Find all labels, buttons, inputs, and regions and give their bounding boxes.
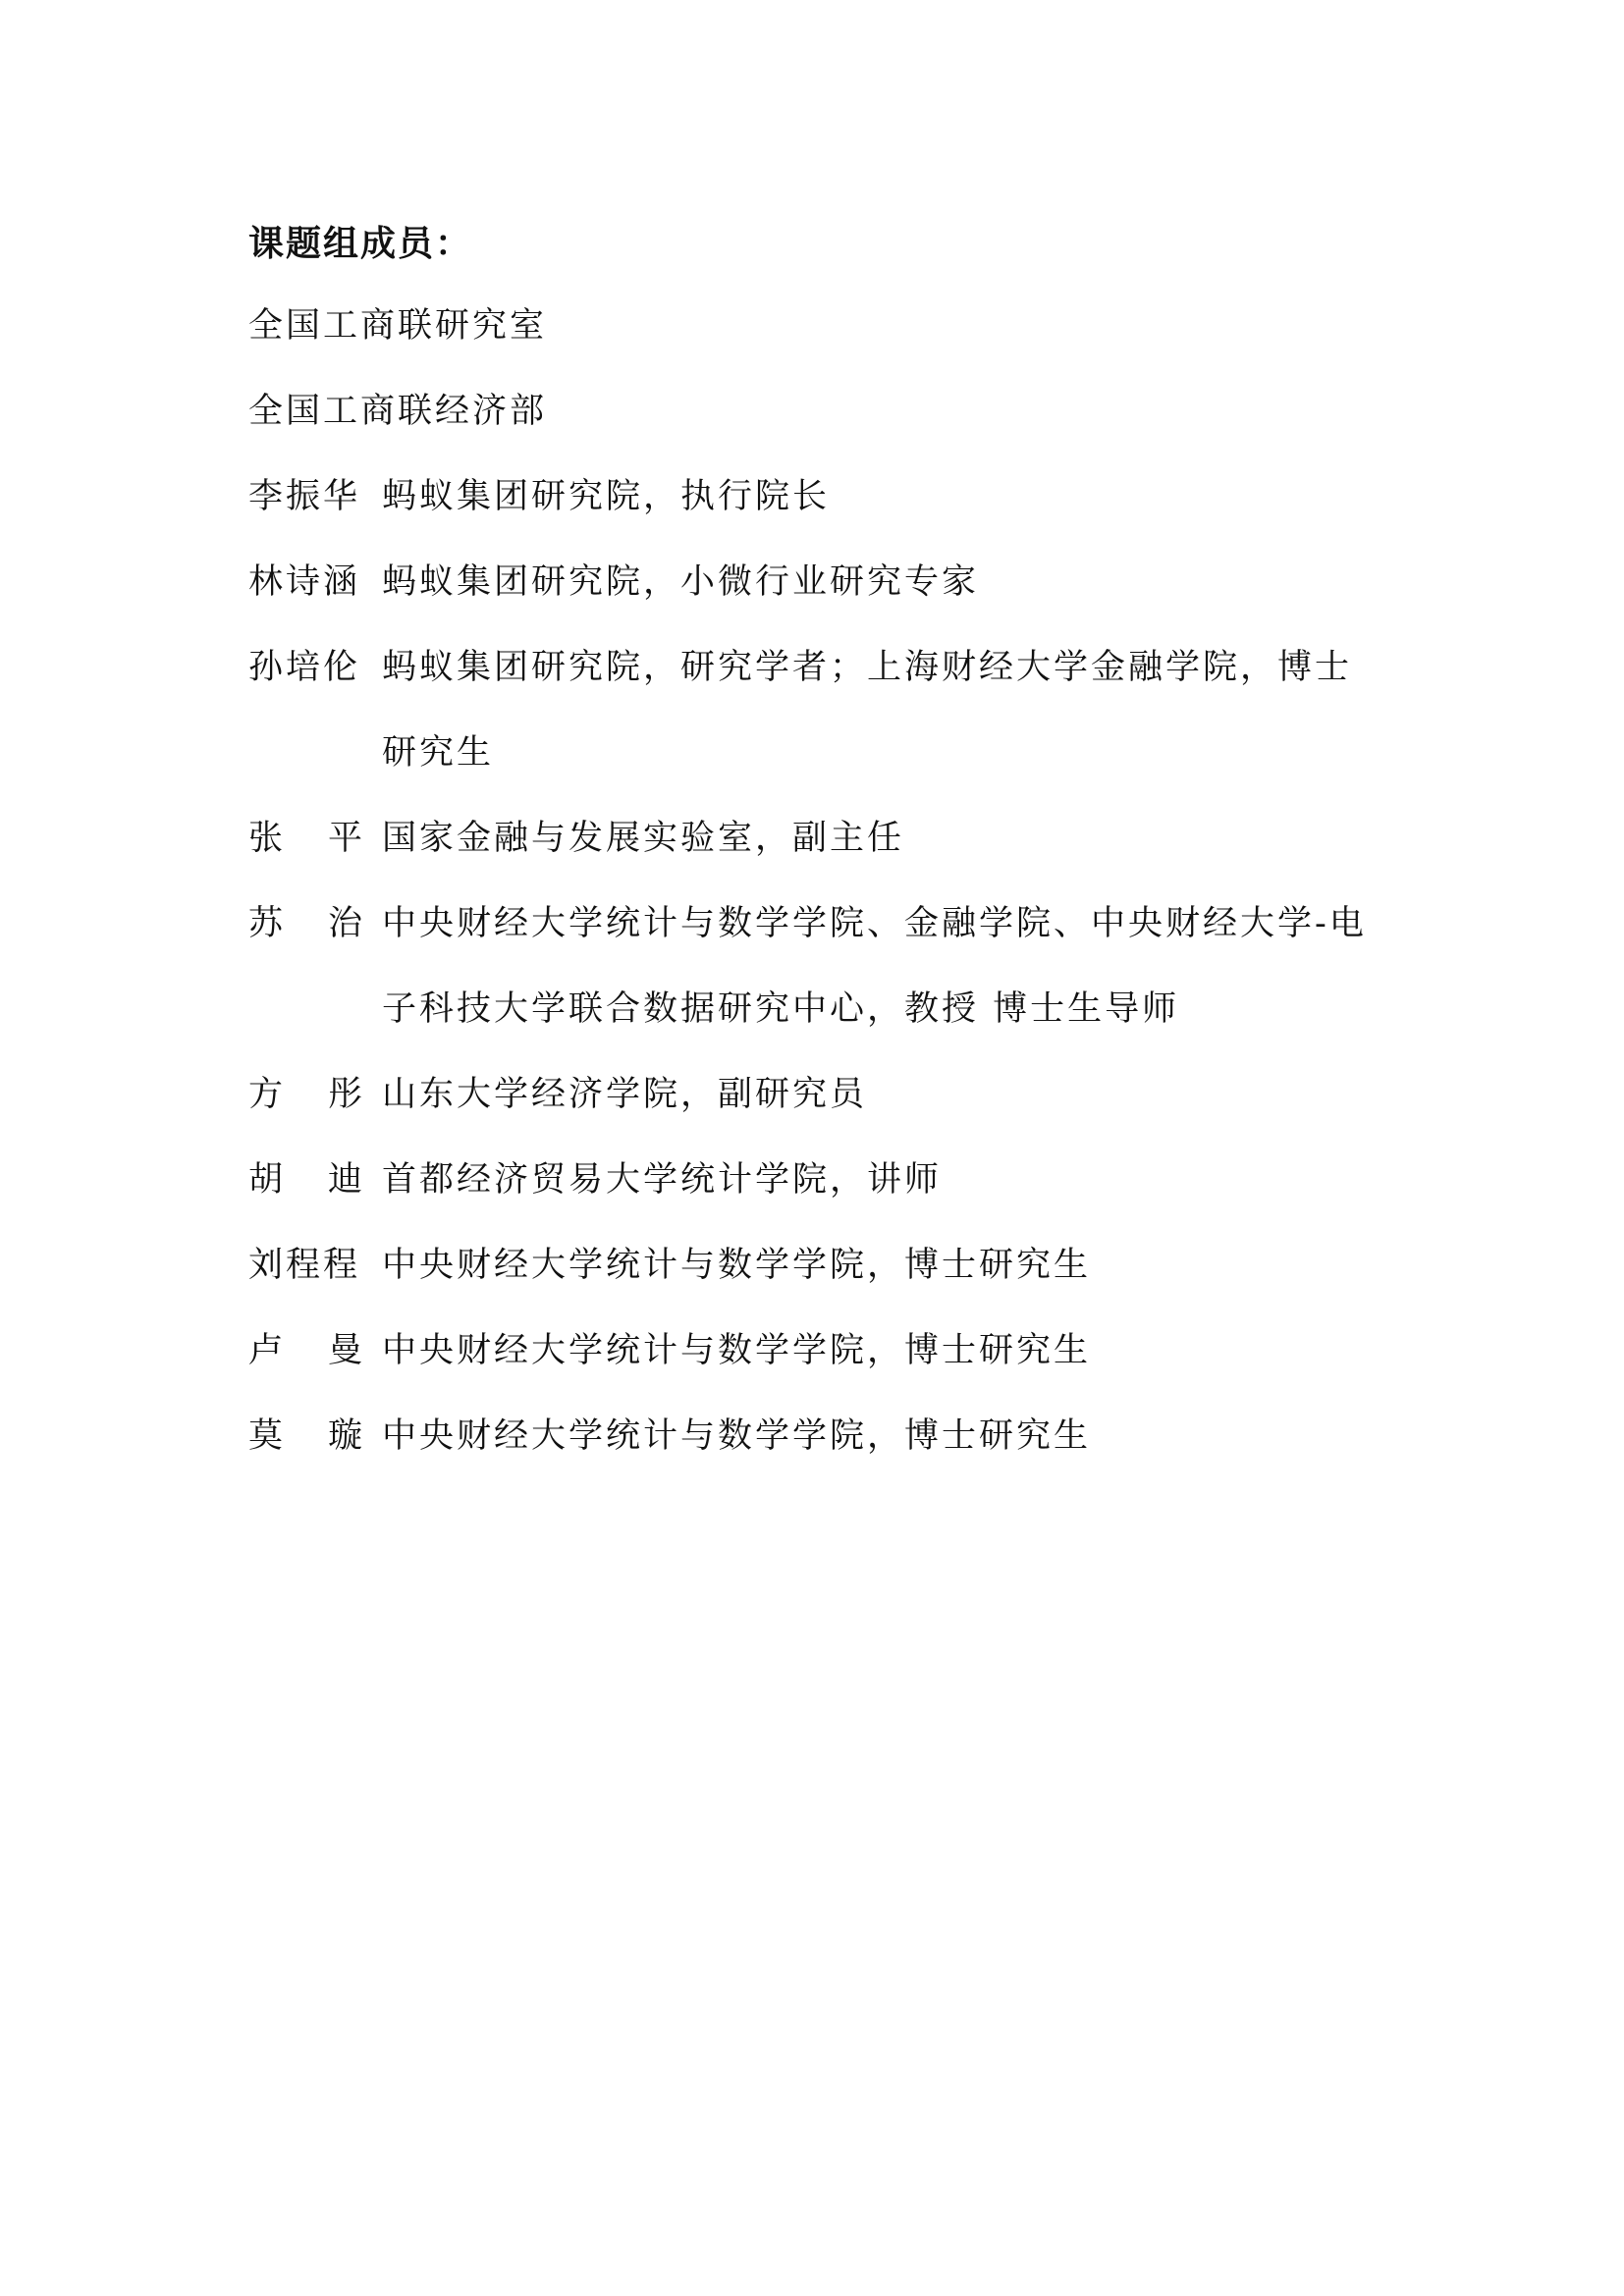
member-name-char: 方 [248, 1075, 284, 1114]
member-name [248, 1321, 362, 1380]
member-affiliation: 山东大学经济学院，副研究员 [382, 1075, 868, 1114]
member-name-char: 平 [327, 819, 362, 858]
member-name-char: 璇 [327, 1416, 362, 1456]
member-name: 林诗涵 [248, 562, 361, 602]
member-affiliation: 中央财经大学统计与数学学院，博士研究生 [382, 1331, 1092, 1370]
member-affiliation: 中央财经大学统计与数学学院、金融学院、中央财经大学-电子科技大学联合数据研究中心，教授 博士生导师 [382, 904, 1367, 1029]
member-name: 刘程程 [248, 1246, 361, 1285]
member-name-char: 苏 [248, 904, 284, 943]
member-entry [248, 1150, 1387, 1209]
member-name-char: 莫 [248, 1416, 284, 1456]
member-affiliation: 中央财经大学统计与数学学院，博士研究生 [382, 1416, 1092, 1456]
member-name [248, 1065, 362, 1124]
member-affiliation: 首都经济贸易大学统计学院，讲师 [382, 1160, 943, 1200]
member-name-char: 曼 [327, 1331, 362, 1370]
member-name: 李振华 [248, 477, 361, 516]
section-heading: 课题组成员： [248, 223, 473, 264]
member-entry [248, 638, 1387, 796]
member-name [248, 1150, 362, 1209]
member-name-char: 迪 [327, 1160, 362, 1200]
member-name-char: 胡 [248, 1160, 284, 1200]
member-name-char: 彤 [327, 1075, 362, 1114]
member-name-char: 卢 [248, 1331, 284, 1370]
member-entry [248, 1236, 1387, 1295]
member-affiliation: 国家金融与发展实验室，副主任 [382, 819, 905, 858]
member-entry [248, 809, 1387, 868]
member-name [248, 1407, 362, 1466]
member-entry [248, 894, 1387, 1052]
member-name: 孙培伦 [248, 648, 361, 687]
member-affiliation: 蚂蚁集团研究院，执行院长 [382, 477, 831, 516]
member-entry [248, 1407, 1387, 1466]
organization-line: 全国工商联经济部 [248, 392, 548, 431]
member-entry [248, 467, 1387, 526]
organization-line: 全国工商联研究室 [248, 306, 548, 346]
member-name-char: 张 [248, 819, 284, 858]
member-name [248, 809, 362, 868]
member-entry [248, 1065, 1387, 1124]
member-affiliation: 中央财经大学统计与数学学院，博士研究生 [382, 1246, 1092, 1285]
member-affiliation: 蚂蚁集团研究院，研究学者；上海财经大学金融学院，博士研究生 [382, 648, 1353, 773]
member-entry [248, 553, 1387, 612]
member-entry [248, 1321, 1387, 1380]
member-name [248, 894, 362, 953]
member-affiliation: 蚂蚁集团研究院，小微行业研究专家 [382, 562, 980, 602]
member-name-char: 治 [327, 904, 362, 943]
